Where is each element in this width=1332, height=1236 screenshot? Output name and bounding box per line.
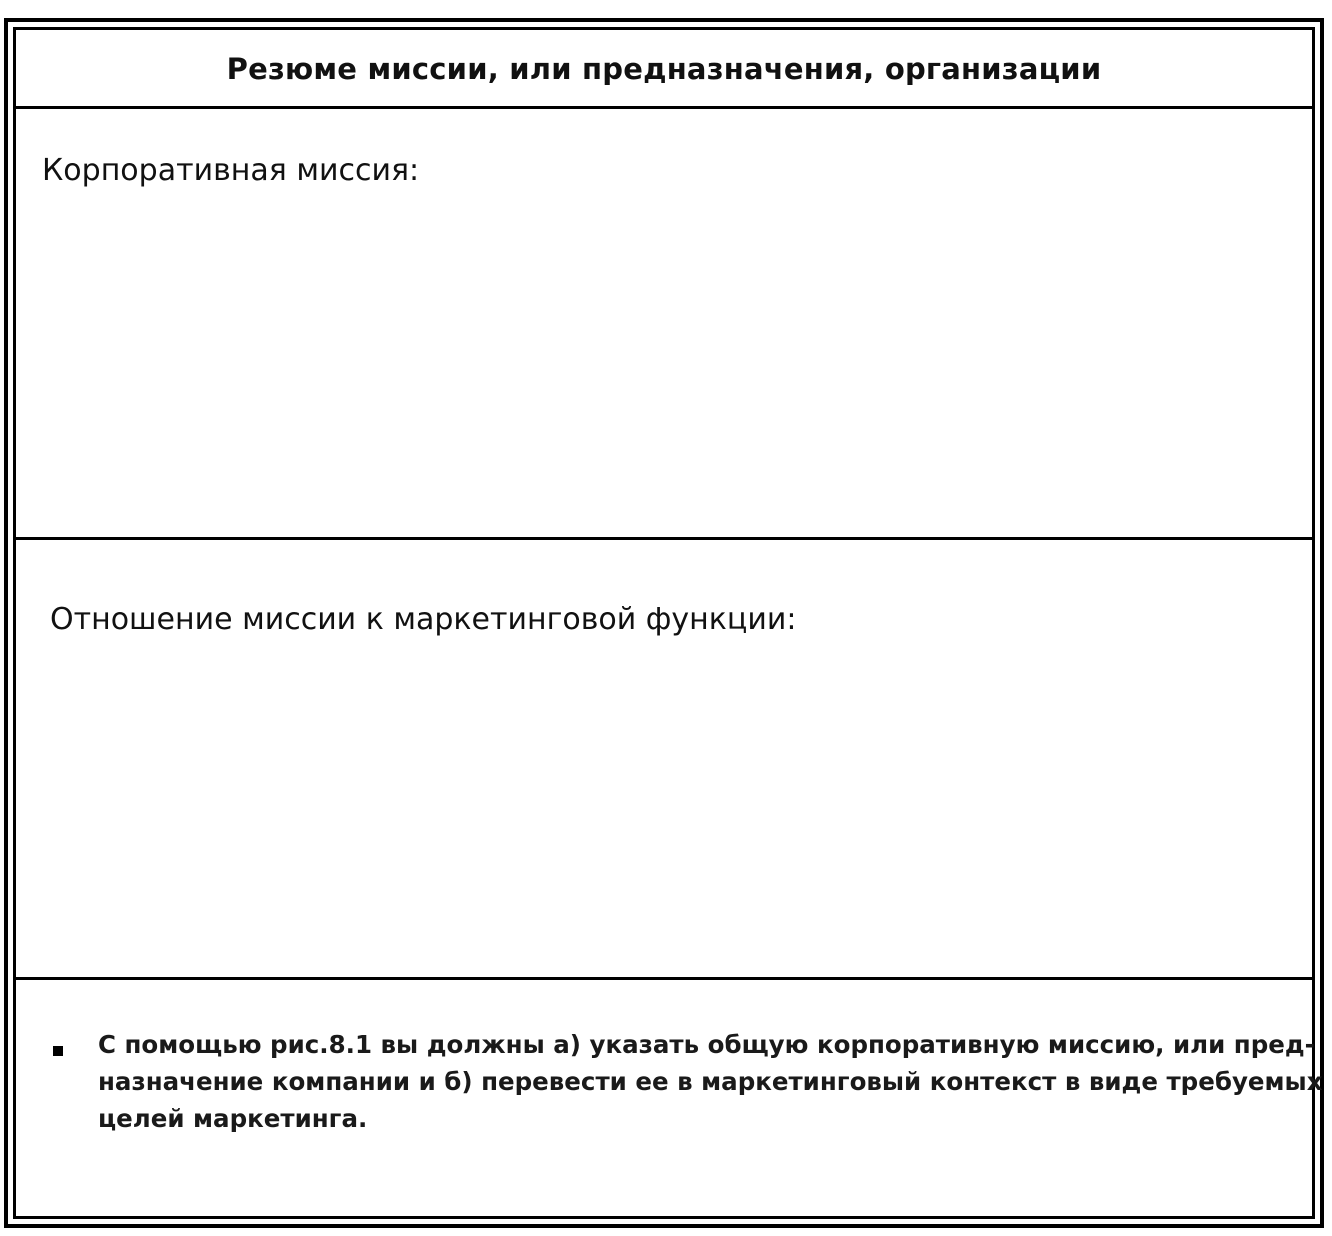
instruction-note-line: С помощью рис.8.1 вы должны а) указать общую корпоративную миссию, или пред- [98, 1030, 1315, 1059]
instruction-note-section [16, 980, 1323, 1216]
mission-marketing-relation-label: Отношение миссии к маркетинговой функции: [50, 602, 797, 637]
corporate-mission-label: Корпоративная миссия: [42, 153, 420, 188]
instruction-note-line: целей маркетинга. [98, 1104, 368, 1133]
worksheet-frame [4, 18, 1324, 1228]
corporate-mission-section[interactable] [16, 109, 1312, 540]
bullet-square-icon [53, 1046, 63, 1056]
instruction-note-text [98, 1026, 1323, 1137]
instruction-note-line: назначение компании и б) перевести ее в маркетинговый контекст в виде требуемых [98, 1067, 1323, 1096]
worksheet-inner-frame [13, 27, 1323, 1219]
worksheet-header [16, 30, 1312, 109]
worksheet-title: Резюме миссии, или предназначения, организации [226, 52, 1102, 86]
mission-marketing-relation-section[interactable] [16, 540, 1312, 980]
